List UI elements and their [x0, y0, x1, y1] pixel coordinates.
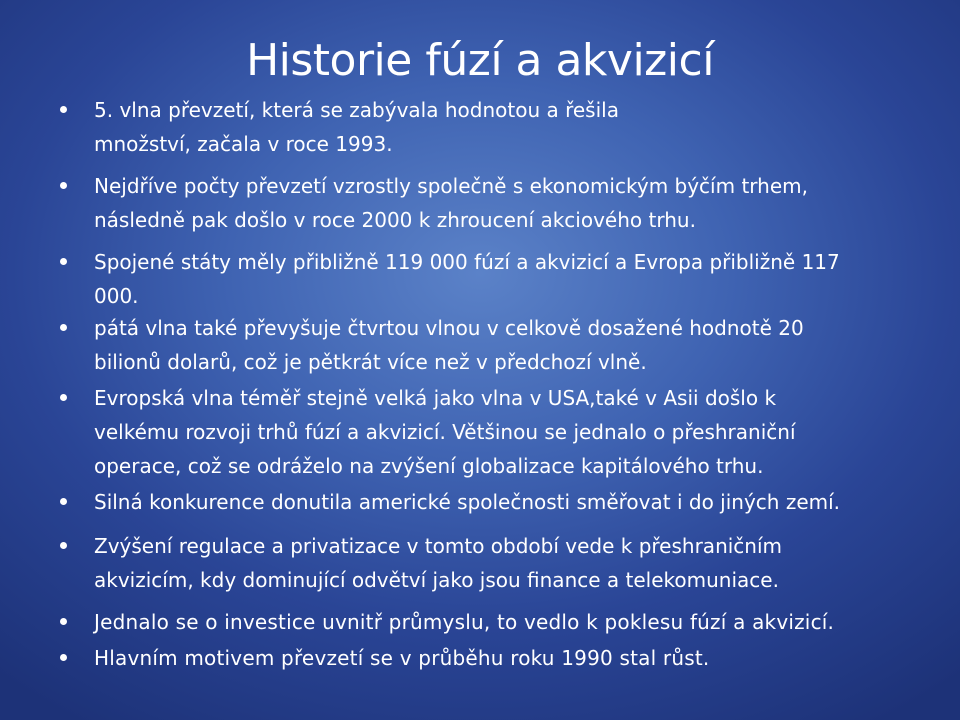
- bullet-dot-icon: [60, 324, 67, 331]
- bullet-item: [0, 311, 960, 381]
- bullet-item: [0, 529, 960, 605]
- bullet-text: Jednalo se o investice uvnitř průmyslu, to vedlo k poklesu fúzí a akvizicí.: [94, 610, 835, 634]
- bullet-item: [0, 381, 960, 485]
- bullet-dot-icon: [60, 618, 67, 625]
- bullet-dot-icon: [60, 654, 67, 661]
- bullet-text: Zvýšení regulace a privatizace v tomto období vede k přeshraničním akvizicím, kdy dominující odvětví jako jsou finance a telekomuniace.: [94, 534, 783, 592]
- slide-title: Historie fúzí a akvizicí: [246, 35, 714, 86]
- bullet-text: Silná konkurence donutila americké společnosti směřovat i do jiných zemí.: [94, 490, 841, 514]
- bullet-text: Nejdříve počty převzetí vzrostly společně s ekonomickým býčím trhem, následně pak došlo v roce 2000 k zhroucení akciového trhu.: [94, 174, 808, 232]
- bullet-text: Evropská vlna téměř stejně velká jako vlna v USA,také v Asii došlo k velkému rozvoji trhů fúzí a akvizicí. Většinou se jednalo o přeshraniční operace, což se odráželo na zvýšení globalizace kapitálového trhu.: [94, 386, 796, 478]
- bullet-text: Hlavním motivem převzetí se v průběhu roku 1990 stal růst.: [94, 646, 710, 670]
- bullet-text: Spojené státy měly přibližně 119 000 fúzí a akvizicí a Evropa přibližně 117 000.: [94, 250, 840, 308]
- bullet-item: [0, 245, 960, 311]
- bullet-text: 5. vlna převzetí, která se zabývala hodnotou a řešila množství, začala v roce 1993.: [94, 98, 619, 156]
- bullet-item: [0, 605, 960, 641]
- bullet-dot-icon: [60, 394, 67, 401]
- bullet-item: [0, 485, 960, 529]
- bullet-dot-icon: [60, 182, 67, 189]
- bullet-item: [0, 93, 960, 169]
- bullet-dot-icon: [60, 258, 67, 265]
- bullet-item: [0, 641, 960, 677]
- bullet-list: [0, 93, 960, 677]
- bullet-dot-icon: [60, 542, 67, 549]
- bullet-dot-icon: [60, 106, 67, 113]
- bullet-dot-icon: [60, 498, 67, 505]
- bullet-text: pátá vlna také převyšuje čtvrtou vlnou v celkově dosažené hodnotě 20 bilionů dolarů, což je pětkrát více než v předchozí vlně.: [94, 316, 804, 374]
- bullet-item: [0, 169, 960, 245]
